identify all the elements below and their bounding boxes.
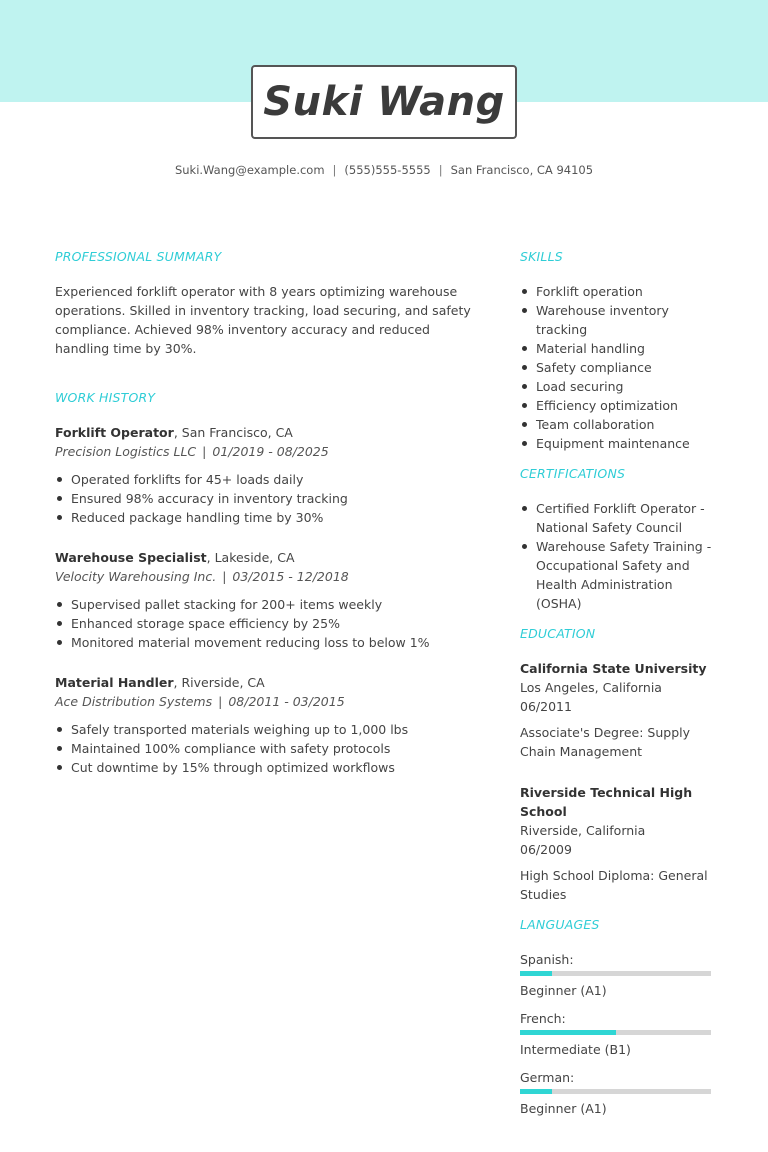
skill-item: Forklift operation xyxy=(520,282,720,301)
language-name: Spanish: xyxy=(520,952,574,967)
language-proficiency-bar xyxy=(520,1030,711,1035)
job-bullet: Safely transported materials weighing up to 1,000 lbs xyxy=(55,720,495,739)
job-bullets xyxy=(55,595,495,652)
language-proficiency-bar xyxy=(520,1089,711,1094)
skills-heading: SKILLS xyxy=(520,249,563,264)
job-separator: | xyxy=(202,444,207,459)
language-entry xyxy=(520,950,720,1009)
languages-list xyxy=(520,950,720,1127)
skill-item: Safety compliance xyxy=(520,358,720,377)
education-location: Riverside, California xyxy=(520,823,646,838)
job-title: Forklift Operator xyxy=(55,425,174,440)
job-entry xyxy=(55,548,495,652)
language-level: Intermediate (B1) xyxy=(520,1042,631,1057)
skills-list xyxy=(520,282,720,453)
job-company: Ace Distribution Systems xyxy=(55,694,213,709)
language-proficiency-fill xyxy=(520,1089,552,1094)
job-bullet: Reduced package handling time by 30% xyxy=(55,508,495,527)
job-place: , Riverside, CA xyxy=(173,675,265,690)
job-company-line xyxy=(55,692,495,711)
education-entry xyxy=(520,783,720,904)
language-proficiency-fill xyxy=(520,1030,616,1035)
education-date: 06/2009 xyxy=(520,842,572,857)
certification-item: Certified Forklift Operator - National Safety Council xyxy=(520,499,712,537)
languages-heading: LANGUAGES xyxy=(520,917,600,932)
job-separator: | xyxy=(222,569,227,584)
education-school: Riverside Technical High School xyxy=(520,785,693,819)
job-bullet: Monitored material movement reducing loss to below 1% xyxy=(55,633,495,652)
job-dates: 01/2019 - 08/2025 xyxy=(212,444,329,459)
professional-summary-heading: PROFESSIONAL SUMMARY xyxy=(55,249,222,264)
education-degree: Associate's Degree: Supply Chain Management xyxy=(520,725,691,759)
education-school: California State University xyxy=(520,661,707,676)
job-entry xyxy=(55,423,495,527)
job-place: , San Francisco, CA xyxy=(173,425,293,440)
job-company: Velocity Warehousing Inc. xyxy=(55,569,217,584)
job-company: Precision Logistics LLC xyxy=(55,444,197,459)
job-bullet: Enhanced storage space efficiency by 25% xyxy=(55,614,495,633)
skill-item: Load securing xyxy=(520,377,720,396)
education-date: 06/2011 xyxy=(520,699,572,714)
certifications-list xyxy=(520,499,712,613)
skill-item: Equipment maintenance xyxy=(520,434,720,453)
contact-separator: | xyxy=(438,163,443,177)
job-bullet: Ensured 98% accuracy in inventory tracking xyxy=(55,489,495,508)
job-title-line xyxy=(55,423,495,442)
certification-item: Warehouse Safety Training - Occupational Safety and Health Administration (OSHA) xyxy=(520,537,712,613)
language-entry xyxy=(520,1009,720,1068)
location: San Francisco, CA 94105 xyxy=(450,163,594,177)
job-title-line xyxy=(55,673,495,692)
job-bullet: Cut downtime by 15% through optimized workflows xyxy=(55,758,495,777)
contact-separator: | xyxy=(332,163,337,177)
language-proficiency-bar xyxy=(520,971,711,976)
education-heading: EDUCATION xyxy=(520,626,596,641)
job-bullet: Supervised pallet stacking for 200+ items weekly xyxy=(55,595,495,614)
job-dates: 08/2011 - 03/2015 xyxy=(228,694,345,709)
job-title-line xyxy=(55,548,495,567)
job-place: , Lakeside, CA xyxy=(206,550,295,565)
job-entry xyxy=(55,673,495,777)
language-name: German: xyxy=(520,1070,575,1085)
job-bullets xyxy=(55,470,495,527)
skill-item: Warehouse inventory tracking xyxy=(520,301,720,339)
job-bullet: Maintained 100% compliance with safety protocols xyxy=(55,739,495,758)
job-bullet: Operated forklifts for 45+ loads daily xyxy=(55,470,495,489)
contact-line xyxy=(0,163,768,177)
language-entry xyxy=(520,1068,720,1127)
education-degree: High School Diploma: General Studies xyxy=(520,868,708,902)
job-title: Warehouse Specialist xyxy=(55,550,207,565)
certifications-heading: CERTIFICATIONS xyxy=(520,466,626,481)
language-level: Beginner (A1) xyxy=(520,1101,607,1116)
language-proficiency-fill xyxy=(520,971,552,976)
skill-item: Material handling xyxy=(520,339,720,358)
name-box xyxy=(251,65,517,139)
job-dates: 03/2015 - 12/2018 xyxy=(232,569,349,584)
professional-summary-text: Experienced forklift operator with 8 years optimizing warehouse operations. Skilled in inventory tracking, load securing, and safety compliance. Achieved 98% inventory accuracy and reduced handling time by 30%. xyxy=(55,284,471,356)
job-separator: | xyxy=(218,694,223,709)
candidate-name: Suki Wang xyxy=(263,79,505,125)
job-title: Material Handler xyxy=(55,675,174,690)
work-history-heading: WORK HISTORY xyxy=(55,390,156,405)
skill-item: Efficiency optimization xyxy=(520,396,720,415)
job-bullets xyxy=(55,720,495,777)
phone[interactable]: (555)555-5555 xyxy=(344,163,431,177)
language-level: Beginner (A1) xyxy=(520,983,607,998)
education-entry xyxy=(520,659,720,761)
education-location: Los Angeles, California xyxy=(520,680,662,695)
language-name: French: xyxy=(520,1011,566,1026)
skill-item: Team collaboration xyxy=(520,415,720,434)
email[interactable]: Suki.Wang@example.com xyxy=(174,163,325,177)
job-company-line xyxy=(55,442,495,461)
job-company-line xyxy=(55,567,495,586)
